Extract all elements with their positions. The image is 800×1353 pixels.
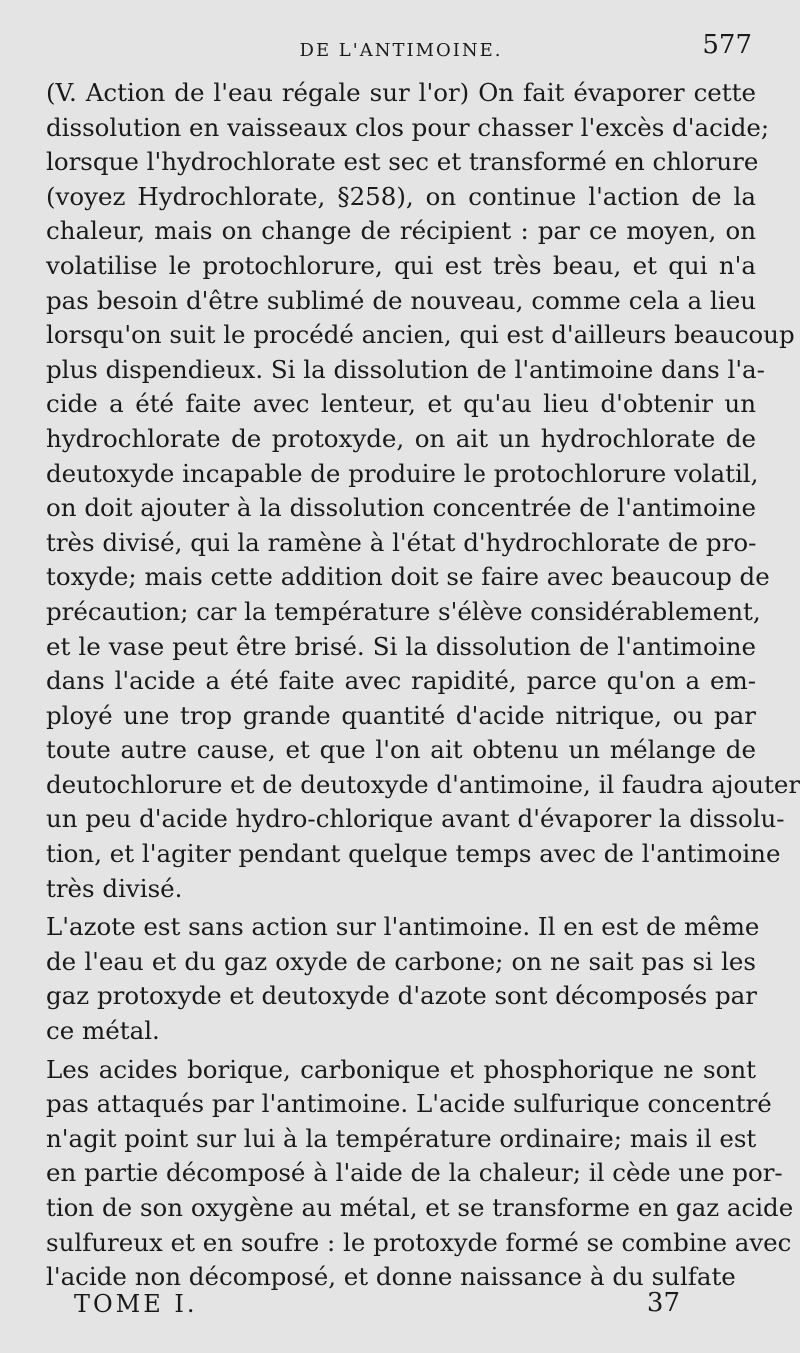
text-line: deutochlorure et de deutoxyde d'antimoine, il faudra ajouter: [46, 769, 800, 799]
text-line: tion, et l'agiter pendant quelque temps avec de l'antimoine: [46, 839, 781, 869]
text-line: volatilise le protochlorure, qui est très beau, et qui n'a: [46, 250, 756, 280]
running-header: [46, 30, 756, 70]
text-line: n'agit point sur lui à la température ordinaire; mais il est: [46, 1123, 757, 1153]
paragraph: [46, 1053, 794, 1295]
text-line: pas besoin d'être sublimé de nouveau, comme cela a lieu: [46, 285, 756, 315]
signature-folio: 37: [646, 1288, 680, 1318]
text-line: tion de son oxygène au métal, et se transforme en gaz acide: [46, 1193, 794, 1222]
text-line: l'acide non décomposé, et donne naissance à du sulfate: [46, 1262, 736, 1292]
text-line: dans l'acide a été faite avec rapidité, parce qu'on a em-: [46, 666, 756, 696]
text-line: en partie décomposé à l'aide de la chaleur; il cède une por-: [46, 1158, 783, 1188]
page-number: 577: [702, 30, 752, 60]
text-line: et le vase peut être brisé. Si la dissolution de l'antimoine: [46, 631, 756, 661]
text-line: plus dispendieux. Si la dissolution de l'antimoine dans l'a-: [46, 354, 765, 384]
text-line: L'azote est sans action sur l'antimoine. Il en est de même: [46, 912, 760, 942]
text-line: lorsqu'on suit le procédé ancien, qui est d'ailleurs beaucoup: [46, 320, 795, 350]
text-line: deutoxyde incapable de produire le protochlorure volatil,: [46, 458, 759, 488]
text-line: hydrochlorate de protoxyde, on ait un hydrochlorate de: [46, 423, 756, 453]
text-line: toute autre cause, et que l'on ait obtenu un mélange de: [46, 735, 756, 765]
text-line: chaleur, mais on change de récipient : par ce moyen, on: [46, 216, 756, 246]
body-text: [46, 76, 800, 1295]
text-line: très divisé, qui la ramène à l'état d'hydrochlorate de pro-: [46, 527, 757, 557]
text-line: (voyez Hydrochlorate, §258), on continue l'action de la: [46, 181, 756, 211]
text-line: (V. Action de l'eau régale sur l'or) On fait évaporer cette: [46, 78, 756, 107]
signature-mark: TOME I.: [74, 1290, 198, 1318]
text-line: sulfureux et en soufre : le protoxyde formé se combine avec: [46, 1227, 792, 1257]
text-line: on doit ajouter à la dissolution concentrée de l'antimoine: [46, 493, 756, 523]
page-footer: [74, 1290, 680, 1330]
text-line: lorsque l'hydrochlorate est sec et transformé en chlorure: [46, 147, 759, 177]
running-title: DE L'ANTIMOINE.: [299, 40, 503, 61]
text-line: très divisé.: [46, 873, 183, 903]
text-line: cide a été faite avec lenteur, et qu'au lieu d'obtenir un: [46, 389, 756, 419]
text-line: de l'eau et du gaz oxyde de carbone; on ne sait pas si les: [46, 946, 756, 976]
text-line: pas attaqués par l'antimoine. L'acide sulfurique concentré: [46, 1089, 772, 1119]
paragraph: [46, 76, 800, 906]
text-line: toxyde; mais cette addition doit se faire avec beaucoup de: [46, 562, 770, 592]
paragraph: [46, 910, 760, 1048]
text-line: dissolution en vaisseaux clos pour chasser l'excès d'acide;: [46, 112, 770, 142]
text-line: précaution; car la température s'élève considérablement,: [46, 596, 761, 626]
text-line: Les acides borique, carbonique et phosphorique ne sont: [46, 1054, 756, 1084]
text-line: ployé une trop grande quantité d'acide nitrique, ou par: [46, 700, 756, 730]
text-line: ce métal.: [46, 1016, 160, 1046]
text-line: un peu d'acide hydro-chlorique avant d'évaporer la dissolu-: [46, 804, 785, 834]
text-line: gaz protoxyde et deutoxyde d'azote sont décomposés par: [46, 981, 757, 1011]
